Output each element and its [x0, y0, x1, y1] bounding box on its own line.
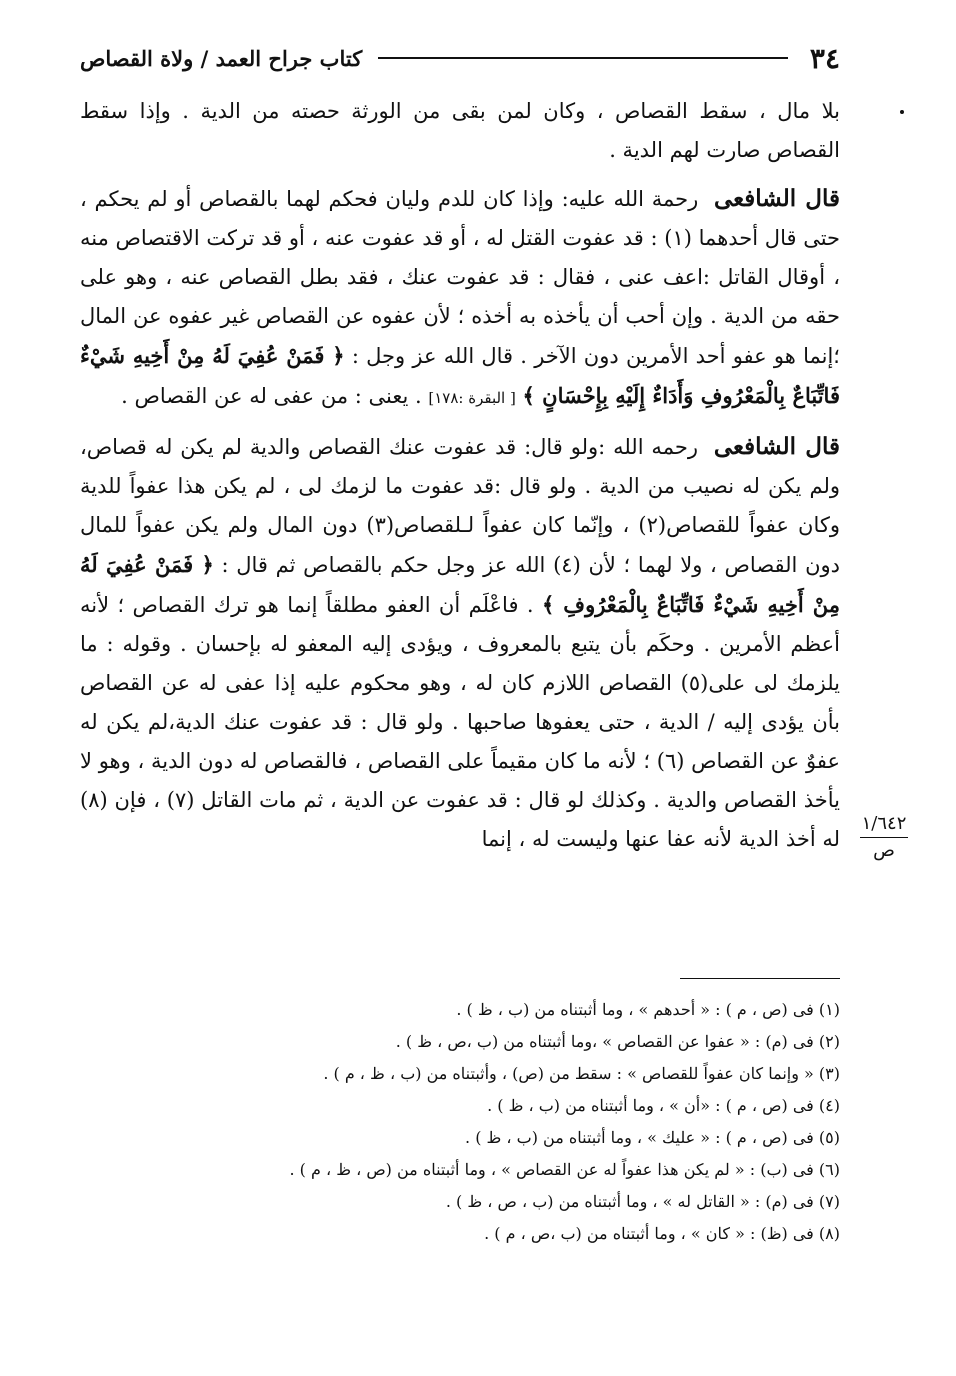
quran-verse: ﴿ فَمَنْ عُفِيَ لَهُ مِنْ أَخِيهِ شَيْءٌ فَاتِّبَاعٌ بِالْمَعْرُوفِ ﴾	[80, 552, 841, 617]
footnote: (٧) فى (م) : « القاتل له » ، وما أثبتناه من (ب ، ص ، ظ ) .	[445, 1192, 840, 1211]
speaker-label: قال الشافعى	[714, 185, 840, 212]
paragraph-3	[80, 427, 840, 859]
footnote: (٨) فى (ظ) : « كان » ، وما أثبتناه من (ب ،ص ، م ) .	[484, 1224, 840, 1243]
page-number: ٣٤	[809, 41, 840, 75]
speaker-label: قال الشافعى	[713, 433, 840, 460]
margin-dot	[900, 110, 904, 114]
footnote: (٤) فى (ص ، م ) : «أن » ، وما أثبتناه من (ب ، ظ ) .	[487, 1096, 840, 1115]
footnotes	[80, 994, 840, 1250]
footnote: (٥) فى (ص ، م ) : « عليك » ، وما أثبتناه من (ب ، ظ ) .	[465, 1128, 840, 1147]
margin-folio-number: ١/٦٤٢	[861, 813, 907, 834]
footnote: (٢) فى (م) : « عفوا عن القصاص » ،وما أثبتناه من (ب ،ص ، ظ ) .	[395, 1032, 840, 1051]
margin-folio-note	[854, 813, 914, 862]
quran-verse: ﴿ فَمَنْ عُفِيَ لَهُ مِنْ أَخِيهِ شَيْءٌ فَاتِّبَاعٌ بِالْمَعْرُوفِ وَأَدَاءٌ إِلَيْهِ بِإِحْسَانٍ ﴾	[80, 343, 840, 408]
footnote: (٣) « وإنما كان عفواً للقصاص » : سقط من (ص) ، وأثبتناه من (ب ، ظ ، م ) .	[323, 1064, 840, 1083]
footnote-separator	[680, 978, 840, 979]
paragraph-1: بلا مال ، سقط القصاص ، وكان لمن بقى من الورثة حصته من الدية . وإذا سقط القصاص صارت لهم الدية .	[80, 99, 840, 162]
paragraph-text: رحمة الله عليه: وإذا كان للدم وليان فحكم لهما بالقصاص أو لم يحكم ، حتى قال أحدهما (١) : قد عفوت القتل له ، أو قد عفوت عنه ، أو قد تركت الاقتصاص منه ، أوقال القاتل :اعف عنى ، فقال : قد عفوت عنك ، فقد بطل القصاص عنه ، وهو على حقه من الدية . وإن أحب أن يأخذه به أخذه ؛ لأن عفوه عن القصاص غير عفوه عن المال ؛إنما هو عفو أحد الأمرين دون الآخر . قال الله عز وجل :	[80, 187, 841, 368]
margin-folio-manuscript: ص	[873, 840, 895, 861]
page-header	[80, 38, 840, 78]
running-title: كتاب جراح العمد / ولاة القصاص	[80, 45, 363, 71]
footnote: (١) فى (ص ، م ) : « أحدهم » ، وما أثبتناه من (ب ، ظ ) .	[456, 1000, 840, 1019]
margin-note-rule	[860, 837, 908, 838]
paragraph-2	[80, 179, 840, 418]
paragraph-text: . فاعْلَم أن العفو مطلقاً إنما هو ترك القصاص ؛ لأنه أعظم الأمرين . وحكَم بأن يتبع بالمعروف ، ويؤدى إليه المعفو له بإحسان . وقوله : ما يلزمك لى على(٥) القصاص اللازم كان له ، وهو محكوم عليه إذا عفى له عن القصاص بأن يؤدى إليه / الدية ، حتى يعفوها صاحبها . ولو قال : قد عفوت عنك الدية،لم يكن له عفوٌ عن القصاص (٦) ؛ لأنه ما كان مقيماً على القصاص ، فالقصاص له دون الدية ، وهو لا يأخذ القصاص والدية . وكذلك لو قال : قد عفوت عن الدية ، ثم مات القاتل (٧) ، فإن (٨) له أخذ الدية لأنه عفا عنها وليست له ، إنما	[80, 593, 841, 851]
header-rule	[378, 57, 788, 59]
footnote: (٦) فى (ب) : « لم يكن هذا عفواً له عن القصاص » ، وما أثبتناه من (ص ، ظ ، م ) .	[289, 1160, 840, 1179]
paragraph-text: رحمه الله :ولو قال: قد عفوت عنك القصاص والدية لم يكن له قصاص، ولم يكن له نصيب من الدية . ولو قال :قد عفوت ما لزمك لى ، لم يكن هذا عفواً للدية وكان عفواً للقصاص(٢) ، وإنّما كان عفواً لـلقصاص(٣) دون المال ولم يكن عفواً للمال دون القصاص ، ولا لهما ؛ لأن (٤) الله عز وجل حكم بالقصاص ثم قال :	[80, 435, 841, 577]
verse-reference: [ البقرة :١٧٨]	[428, 389, 516, 407]
paragraph-text: . يعنى : من عفى له عن القصاص .	[121, 384, 422, 408]
main-text	[80, 92, 840, 868]
